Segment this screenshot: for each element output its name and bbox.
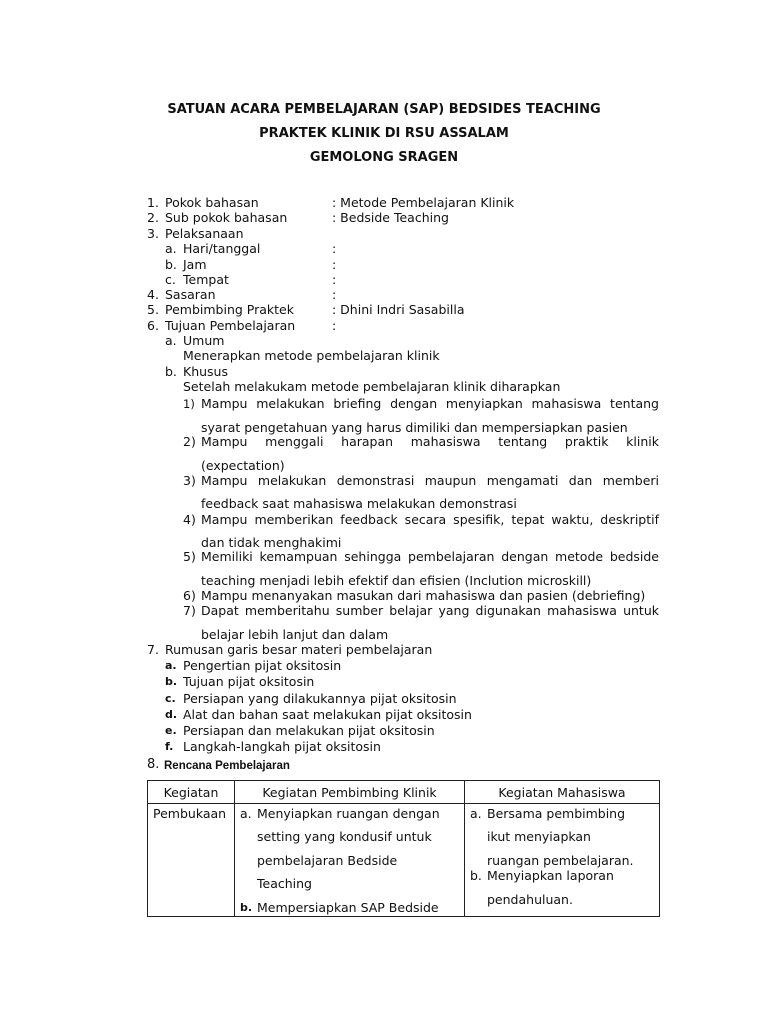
item-label: Umum — [183, 333, 225, 348]
list-item: pembelajaran Bedside — [257, 853, 398, 868]
materi-item: Persiapan dan melakukan pijat oksitosin — [183, 723, 435, 738]
item-label: Tujuan Pembelajaran — [165, 318, 296, 333]
header-pembimbing: Kegiatan Pembimbing Klinik — [235, 781, 465, 804]
section-number: 7. — [147, 642, 159, 657]
objective-text: Mampu melakukan briefing dengan menyiapkan mahasiswa tentang — [201, 396, 659, 411]
materi-letter: e. — [165, 724, 177, 737]
item-number: 3. — [147, 226, 159, 241]
item-label: Pelaksanaan — [165, 226, 244, 241]
objective-number: 7) — [183, 603, 196, 618]
item-value: : Metode Pembelajaran Klinik — [332, 195, 515, 210]
objective-text: Memiliki kemampuan sehingga pembelajaran dengan metode bedside — [201, 549, 659, 564]
cell-mahasiswa — [465, 804, 660, 917]
objective-text-cont: (expectation) — [201, 458, 285, 473]
materi-item: Alat dan bahan saat melakukan pijat oksitosin — [183, 707, 472, 722]
materi-item: Langkah-langkah pijat oksitosin — [183, 739, 381, 754]
objective-text-cont: teaching menjadi lebih efektif dan efisien (Inclution microskill) — [201, 573, 592, 588]
materi-item: Pengertian pijat oksitosin — [183, 658, 342, 673]
header-kegiatan: Kegiatan — [148, 781, 235, 804]
objective-number: 2) — [183, 434, 196, 449]
list-letter: b. — [240, 901, 253, 914]
item-label: Sasaran — [165, 287, 216, 302]
kegiatan-text: Pembukaan — [153, 806, 227, 821]
cell-kegiatan — [148, 804, 235, 917]
item-number: b. — [165, 257, 177, 272]
header-mahasiswa: Kegiatan Mahasiswa — [465, 781, 660, 804]
item-number: 4. — [147, 287, 159, 302]
table-header-row — [148, 781, 660, 804]
objective-number: 4) — [183, 512, 196, 527]
materi-letter: b. — [165, 675, 178, 688]
item-label: Hari/tanggal — [183, 241, 261, 256]
materi-letter: a. — [165, 659, 177, 672]
document-subtitle: PRAKTEK KLINIK DI RSU ASSALAM — [259, 126, 509, 141]
materi-letter: c. — [165, 692, 176, 705]
cell-pembimbing — [235, 804, 465, 917]
rencana-table — [147, 780, 660, 917]
objective-number: 1) — [183, 397, 195, 411]
item-number: c. — [165, 272, 176, 287]
list-item: ruangan pembelajaran. — [487, 853, 634, 868]
objective-number: 3) — [183, 473, 196, 488]
document-location: GEMOLONG SRAGEN — [309, 150, 459, 165]
objective-text: Mampu melakukan demonstrasi maupun mengamati dan memberi — [201, 473, 659, 488]
objective-number: 5) — [183, 549, 196, 564]
item-number: 6. — [147, 318, 159, 333]
section-number: 8. — [147, 757, 160, 772]
item-label: Sub pokok bahasan — [165, 210, 288, 225]
item-value: : Dhini Indri Sasabilla — [332, 302, 465, 317]
item-number: 2. — [147, 210, 159, 225]
objective-text-cont: syarat pengetahuan yang harus dimiliki dan mempersiapkan pasien — [201, 420, 628, 435]
item-number: 5. — [147, 302, 159, 317]
item-value: : Bedside Teaching — [332, 210, 449, 225]
list-item: setting yang kondusif untuk — [257, 829, 432, 844]
item-number: a. — [165, 333, 177, 348]
list-letter: a. — [470, 806, 482, 821]
item-label: Pembimbing Praktek — [165, 302, 294, 317]
materi-item: Tujuan pijat oksitosin — [183, 674, 315, 689]
table-row — [148, 804, 660, 917]
materi-letter: d. — [165, 708, 178, 721]
list-item: Bersama pembimbing — [487, 806, 626, 821]
section-label: Rumusan garis besar materi pembelajaran — [165, 642, 433, 657]
item-text: Setelah melakukam metode pembelajaran klinik diharapkan — [183, 379, 561, 394]
objective-text: Mampu memberikan feedback secara spesifik, tepat waktu, deskriptif — [201, 512, 659, 527]
list-letter: b. — [470, 868, 482, 883]
item-value: : — [332, 257, 337, 272]
item-label: Khusus — [183, 364, 228, 379]
objective-text-cont: belajar lebih lanjut dan dalam — [201, 627, 389, 642]
section-label: Rencana Pembelajaran — [164, 760, 290, 772]
list-item: Teaching — [257, 876, 312, 891]
document-title: SATUAN ACARA PEMBELAJARAN (SAP) BEDSIDES TEACHING — [167, 102, 601, 117]
list-item: Menyiapkan laporan — [487, 868, 614, 883]
objective-number: 6) — [183, 588, 196, 603]
list-item: Mempersiapkan SAP Bedside — [257, 900, 439, 915]
objective-text-cont: feedback saat mahasiswa melakukan demonstrasi — [201, 496, 517, 511]
item-value: : — [332, 318, 337, 333]
item-number: 1. — [147, 195, 159, 210]
objective-text: Mampu menggali harapan mahasiswa tentang praktik klinik — [201, 434, 659, 449]
item-label: Jam — [183, 257, 207, 272]
item-value: : — [332, 241, 337, 256]
list-item: ikut menyiapkan — [487, 829, 591, 844]
objective-text-cont: dan tidak menghakimi — [201, 535, 342, 550]
list-item: pendahuluan. — [487, 892, 573, 907]
materi-item: Persiapan yang dilakukannya pijat oksitosin — [183, 691, 457, 706]
item-number: a. — [165, 241, 177, 256]
item-label: Pokok bahasan — [165, 195, 259, 210]
materi-letter: f. — [165, 740, 174, 753]
item-text: Menerapkan metode pembelajaran klinik — [183, 348, 440, 363]
item-label: Tempat — [183, 272, 229, 287]
objective-text: Dapat memberitahu sumber belajar yang digunakan mahasiswa untuk — [201, 603, 659, 618]
list-letter: a. — [240, 806, 252, 821]
item-value: : — [332, 287, 337, 302]
item-value: : — [332, 272, 337, 287]
objective-text: Mampu menanyakan masukan dari mahasiswa dan pasien (debriefing) — [201, 588, 646, 603]
list-item: Menyiapkan ruangan dengan — [257, 806, 440, 821]
item-number: b. — [165, 364, 177, 379]
